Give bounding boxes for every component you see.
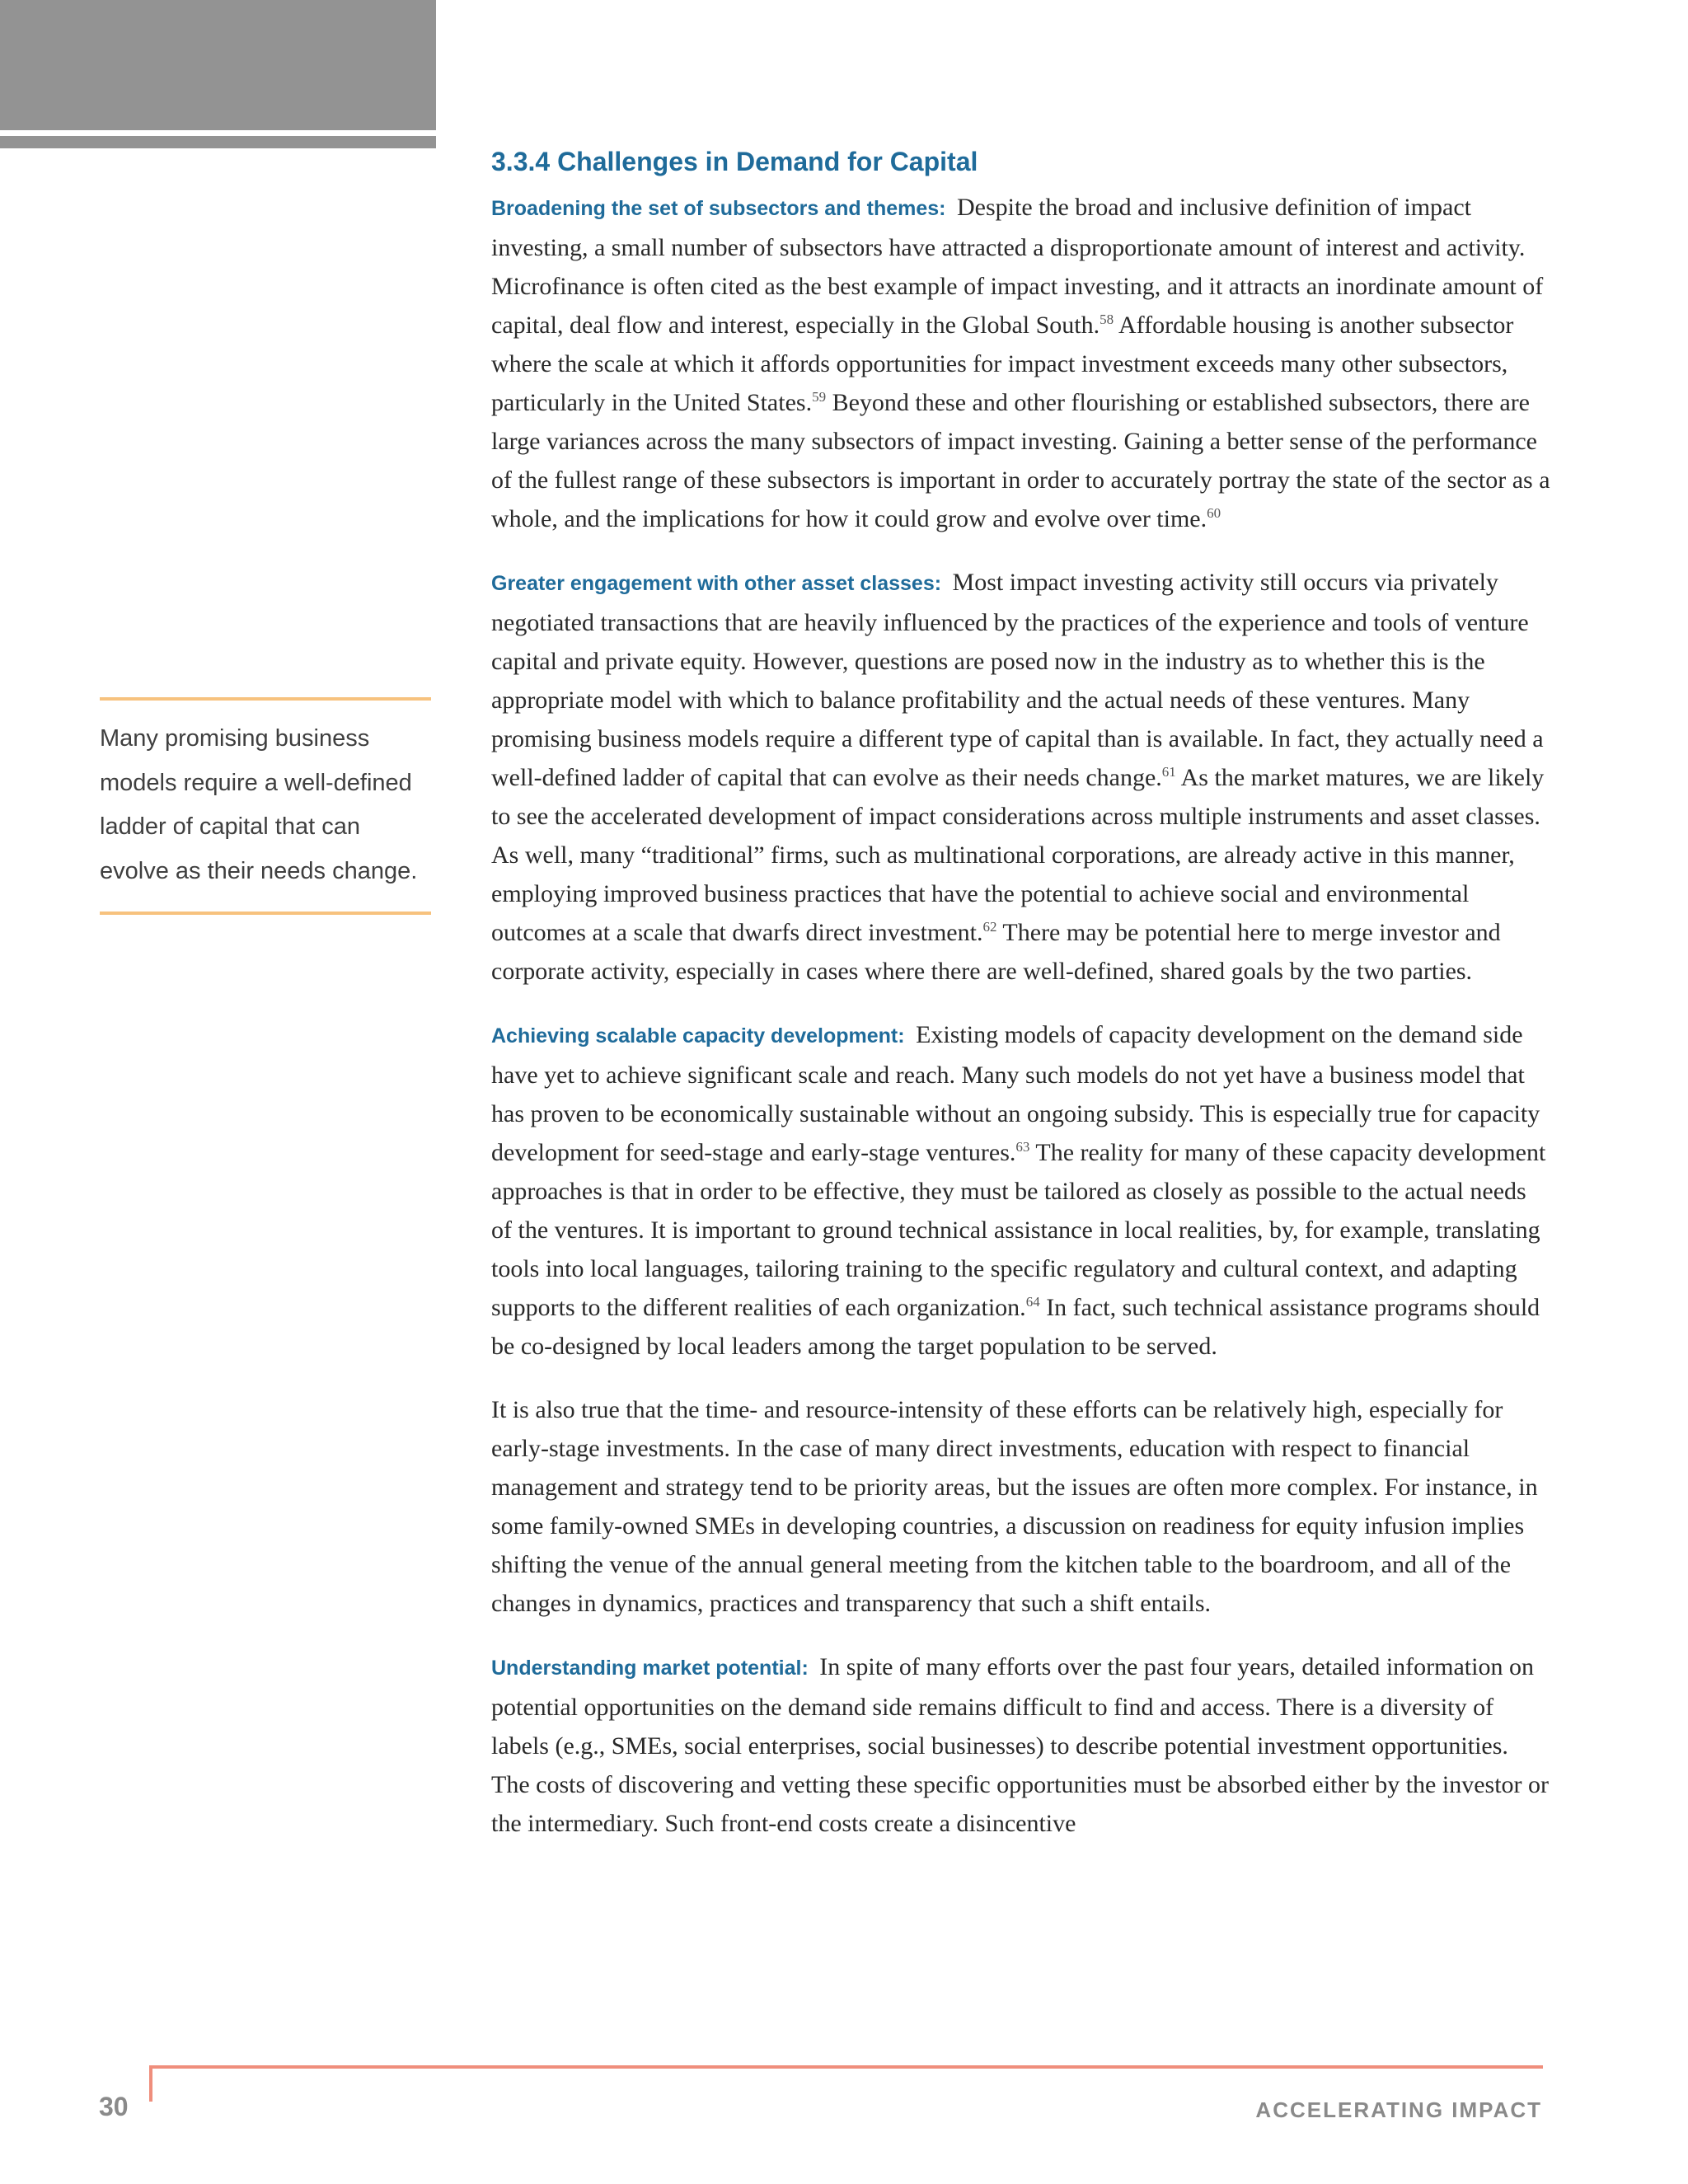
- pull-quote: [100, 697, 431, 915]
- header-gray-block: [0, 0, 436, 130]
- paragraph-text: There may be potential here to merge investor and corporate activity, especially in cases where there are well-defined, shared goals by the two parties.: [491, 919, 1501, 985]
- footer-rule-vertical: [149, 2065, 152, 2102]
- footnote-reference: 63: [1015, 1139, 1030, 1155]
- paragraph-text: As the market matures, we are likely to see the accelerated development of impact considerations across multiple instruments and asset classes. As well, many “traditional” firms, such as multinational corporations, are already active in this manner, employing improved business practices that have the potential to achieve social and environmental outcomes at a scale that dwarfs direct investment.: [491, 764, 1545, 946]
- paragraph-text: In spite of many efforts over the past four years, detailed information on potential opportunities on the demand side remains difficult to find and access. There is a diversity of labels (e.g., SMEs, social enterprises, social businesses) to describe potential investment opportunities. The costs of discovering and vetting these specific opportunities must be absorbed either by the investor or the intermediary. Such front-end costs create a disincentive: [491, 1653, 1550, 1837]
- footnote-reference: 58: [1100, 312, 1114, 327]
- paragraph-lead-heading: Understanding market potential:: [491, 1657, 809, 1680]
- paragraph-text: Beyond these and other flourishing or established subsectors, there are large variances across the many subsectors of impact investing. Gaining a better sense of the performance of the fullest range of these subsectors is important in order to accurately portray the state of the sector as a whole, and the implications for how it could grow and evolve over time.: [491, 389, 1550, 532]
- body-text: [491, 188, 1550, 1843]
- paragraph: [491, 563, 1550, 991]
- paragraph-text: It is also true that the time- and resource-intensity of these efforts can be relatively high, especially for early-stage investments. In the case of many direct investments, education with respect to financial management and strategy tend to be priority areas, but the issues are often more complex. For instance, in some family-owned SMEs in developing countries, a discussion on readiness for equity infusion implies shifting the venue of the annual general meeting from the kitchen table to the boardroom, and all of the changes in dynamics, practices and transparency that such a shift entails.: [491, 1396, 1538, 1617]
- paragraph-text: Despite the broad and inclusive definition of impact investing, a small number of subsectors have attracted a disproportionate amount of interest and activity. Microfinance is often cited as the best example of impact investing, and it attracts an inordinate amount of capital, deal flow and interest, especially in the Global South.: [491, 194, 1544, 339]
- paragraph-text: In fact, such technical assistance programs should be co-designed by local leaders among the target population to be served.: [491, 1294, 1540, 1360]
- pull-quote-bottom-rule: [100, 912, 431, 915]
- paragraph: [491, 1390, 1550, 1623]
- footnote-reference: 59: [812, 389, 827, 405]
- paragraph: [491, 1015, 1550, 1366]
- footnote-reference: 61: [1161, 764, 1176, 780]
- paragraph-text: The reality for many of these capacity development approaches is that in order to be effective, they must be tailored as closely as possible to the actual needs of the ventures. It is important to ground technical assistance in local realities, by, for example, translating tools into local languages, tailoring training to the specific regulatory and cultural context, and adapting supports to the different realities of each organization.: [491, 1139, 1546, 1321]
- paragraph-text: Most impact investing activity still occurs via privately negotiated transactions that are heavily influenced by the practices of the experience and tools of venture capital and private equity. However, questions are posed now in the industry as to whether this is the appropriate model with which to balance profitability and the actual needs of these ventures. Many promising business models require a different type of capital than is available. In fact, they actually need a well-defined ladder of capital that can evolve as their needs change.: [491, 569, 1544, 791]
- running-title: ACCELERATING IMPACT: [1255, 2097, 1542, 2122]
- paragraph-lead-heading: Achieving scalable capacity development:: [491, 1024, 905, 1047]
- paragraph-text: Affordable housing is another subsector where the scale at which it affords opportunities for impact investment exceeds many other subsectors, particularly in the United States.: [491, 312, 1514, 416]
- paragraph: [491, 1647, 1550, 1843]
- footer-rule-horizontal: [149, 2065, 1543, 2069]
- paragraph-text: Existing models of capacity development on the demand side have yet to achieve significant scale and reach. Many such models do not yet have a business model that has proven to be economically sustainable without an ongoing subsidy. This is especially true for capacity development for seed-stage and early-stage ventures.: [491, 1021, 1540, 1166]
- footnote-reference: 62: [982, 919, 997, 935]
- section-title: 3.3.4 Challenges in Demand for Capital: [491, 147, 978, 176]
- paragraph: [491, 188, 1550, 538]
- page-number: 30: [99, 2092, 129, 2121]
- paragraph-lead-heading: Broadening the set of subsectors and themes:: [491, 197, 946, 220]
- footnote-reference: 64: [1025, 1294, 1040, 1310]
- header-gray-rule: [0, 136, 436, 148]
- paragraph-lead-heading: Greater engagement with other asset classes:: [491, 572, 942, 595]
- main-column: [491, 138, 1550, 1868]
- footnote-reference: 60: [1207, 505, 1221, 521]
- pull-quote-text: Many promising business models require a well-defined ladder of capital that can evolve as their needs change.: [100, 725, 418, 884]
